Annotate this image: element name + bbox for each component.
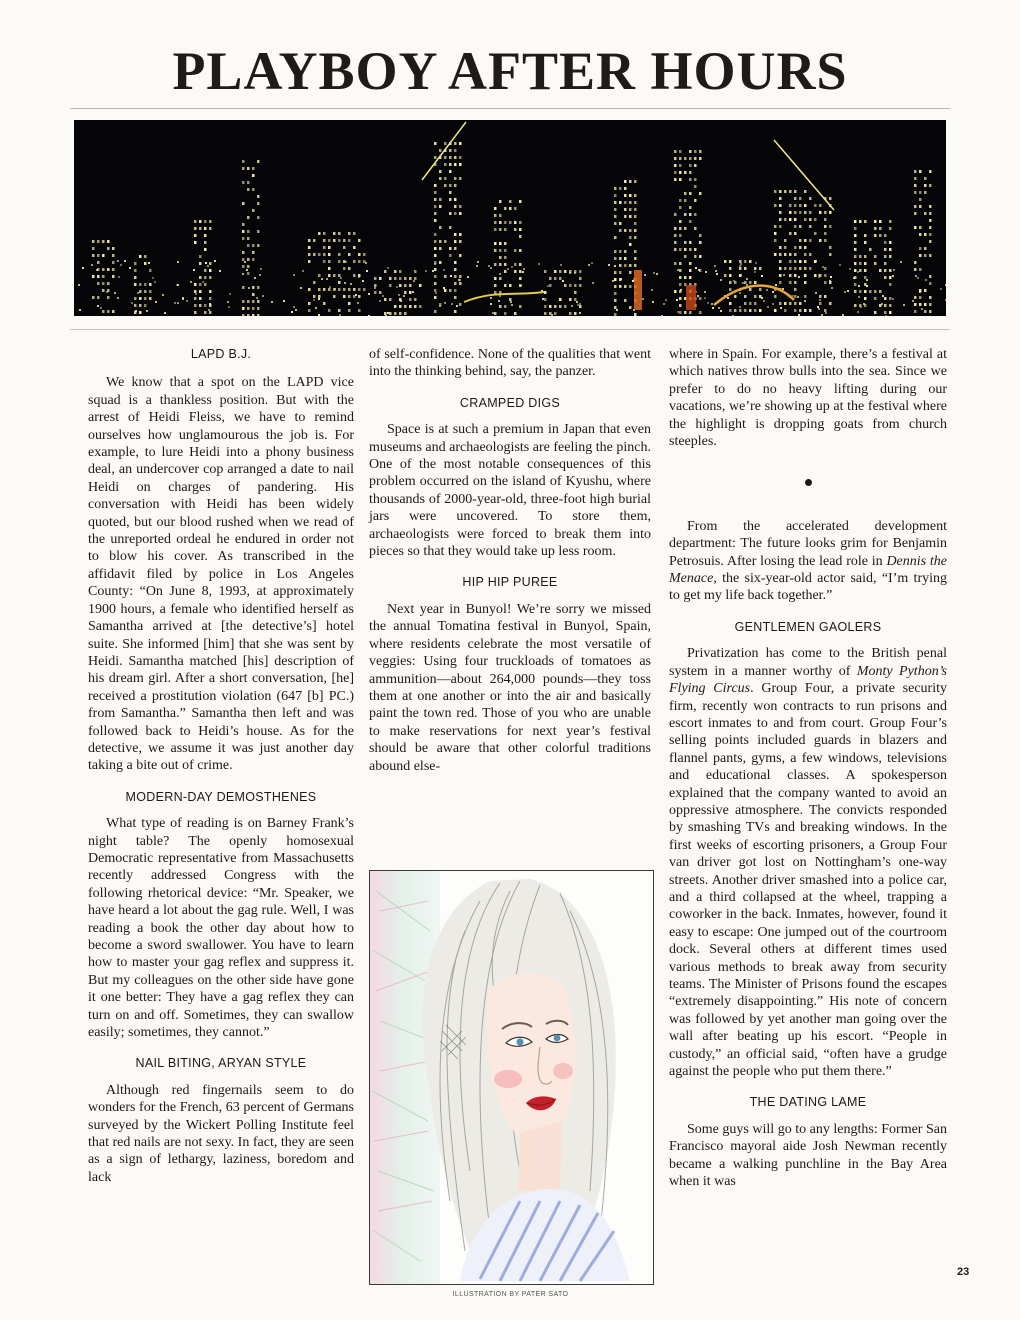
section-heading-cramped-digs: CRAMPED DIGS — [459, 395, 561, 410]
article-cramped-digs-body: Space is at such a premium in Japan that even museums and archaeologists are feeling the pinch. One of the most notable consequences of this problem occurred on the island of Kyushu, where thousands of 2000-year-old, three-foot high burial jars were uncovered. To store them, archaeologists were forced to break them into pieces so that they would take up less room. — [369, 422, 651, 560]
show-title: Monty Python’s Flying Circus — [669, 663, 947, 697]
article-demosthenes-body: What type of reading is on Barney Frank’s night table? The openly homosexual Democratic representative from Massachusetts recently addressed Congress with the following rhetorical device: “Mr. Speaker, we have heard a lot about the gag rule. Well, I was reading a book the other day about how to become a sword swallower. You have to learn how to master your gag reflex and suppress it. But my colleagues on the other side have gone it one better: They have a gag reflex they can turn on and off. Sometimes, they can swallow easily; sometimes, they cannot.” — [88, 816, 354, 1041]
article-nail-biting-body: Although red fingernails seem to do wonders for the French, 63 percent of Germans surveyed by the Wickert Polling Institute feel that red nails are not sexy. In fact, they are seen as a sign of lethargy, laziness, boredom and lack — [88, 1082, 354, 1185]
city-skyline-banner — [74, 120, 946, 316]
article-menace-body — [669, 518, 947, 605]
bullet-dot-icon — [805, 479, 812, 486]
column-2 — [369, 346, 651, 775]
banner-rule — [70, 329, 950, 330]
section-heading-lapd: LAPD B.J. — [190, 347, 252, 361]
article-nail-biting-continued: of self-confidence. None of the qualities that went into the thinking behind, say, the panzer. — [369, 347, 651, 380]
masthead-title: PLAYBOY AFTER HOURS — [172, 41, 848, 101]
article-dating-lame-body: Some guys will go to any lengths: Former San Francisco mayoral aide Josh Newman recently became a walking punchline in the Bay Area when it was — [669, 1121, 947, 1190]
woman-portrait-image — [370, 871, 653, 1284]
section-heading-dating-lame: THE DATING LAME — [749, 1095, 867, 1110]
skyline-illustration — [74, 120, 946, 316]
illustration-credit: ILLUSTRATION BY PATER SATO — [452, 1291, 569, 1298]
menace-text-after: , the six-year-old actor said, “I’m trying to get my life back together.” — [669, 571, 947, 604]
header-rule — [70, 108, 950, 109]
article-hip-hip-puree-continued: where in Spain. For example, there’s a festival at which natives throw bulls into the sea. Since we prefer to do no heavy lifting during our vacations, we’re showing up at the festival where the highlight is dropping goats from church steeples. — [669, 347, 947, 450]
film-title: Dennis the Menace — [669, 553, 947, 587]
menace-text-before: From the accelerated development department: The future looks grim for Benjamin Petrosuis. After losing the lead role in — [669, 518, 947, 569]
page-number: 23 — [957, 1266, 970, 1278]
section-heading-demosthenes: MODERN-DAY DEMOSTHENES — [125, 789, 317, 804]
article-lapd-body: We know that a spot on the LAPD vice squad is a thankless position. But with the arrest of Heidi Fleiss, we have to remind ourselves how unglamourous the job is. For example, to lure Heidi into a phony business deal, an undercover cop arranged a date to nail Heidi on charges of pandering. His conversation with Heidi has been widely quoted, but our blood rushed when we read of the unreported ordeal he endured in order not to blow his cover. As transcribed in the affidavit filed by police in Los Angeles County: “On June 8, 1993, at approximately 1900 hours, a female who identified herself as Samantha arrived at [the detective’s] hotel suite. She informed [him] that she was sent by Heidi. Samantha matched [his] description of his dream girl. After a short conversation, [he] received a prostitution violation (647 [b] PC.) from Samantha.” Samantha then left and was followed back to Heidi’s house. As for the detective, we assume it was just another day taking a bite out of crime. — [88, 375, 354, 774]
section-heading-hip-hip-puree: HIP HIP PUREE — [462, 575, 558, 590]
article-gaolers-body — [669, 645, 947, 1080]
portrait-illustration — [369, 870, 654, 1285]
section-heading-gentlemen-gaolers: GENTLEMEN GAOLERS — [734, 619, 882, 634]
article-hip-hip-puree-body: Next year in Bunyol! We’re sorry we missed the annual Tomatina festival in Bunyol, Spain, where residents celebrate the most versatile of veggies: Using four truckloads of tomatoes as ammunition—about 264,000 pounds—they toss them at one another or into the air and basically paint the town red. Those of you who are unable to make reservations for next year’s festival should be aware that other colorful traditions abound else- — [369, 601, 651, 774]
gaolers-text-before: Privatization has come to the British penal system in a manner worthy of — [669, 646, 947, 679]
bullet-divider — [669, 474, 947, 491]
gaolers-text-after: . Group Four, a private security firm, recently won contracts to run prisons and escort inmates to and from court. Group Four’s selling points included guards in blazers and flannel pants, gyms, a few windows, televisions and educational classes. A spokesperson explained that the company wanted to avoid an oppressive atmosphere. The convicts responded by smashing TVs and breaking windows. In the first weeks of escorting prisoners, a Group Four van driver got lost on Nottingham’s one-way streets. Another driver smashed into a police car, and a third collapsed at the wheel, trapping a coworker in the back. Inmates, however, found it easy to escape: One jumped out of the courtroom dock. Several others at different times used various methods to break away from security teams. The Minister of Prisons found the escapes “extremely disappointing.” His note of concern was followed by yet another man going over the wall after beating up his escort. “People in custody,” an official said, “often have a grudge against the people who put them there.” — [669, 681, 947, 1080]
section-heading-nail-biting: NAIL BITING, ARYAN STYLE — [135, 1056, 307, 1071]
column-3 — [669, 346, 947, 1190]
column-1 — [88, 346, 354, 1186]
